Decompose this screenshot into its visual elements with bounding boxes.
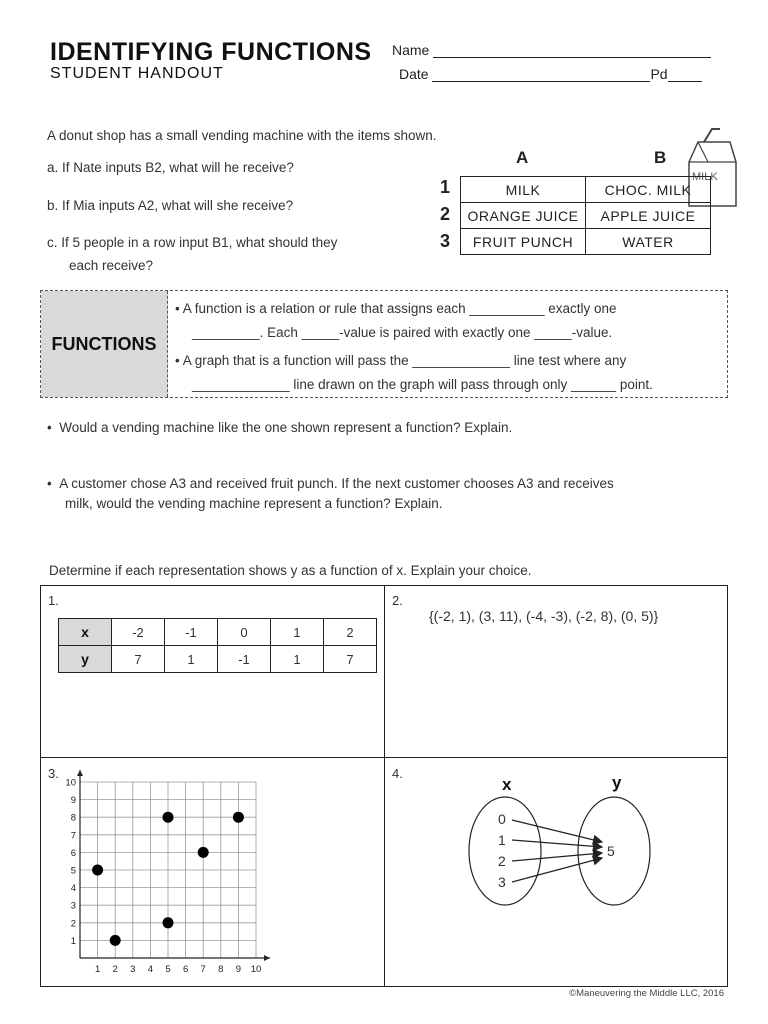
x-tick-label: 3 xyxy=(130,964,136,975)
name-field[interactable] xyxy=(392,42,711,58)
x-tick-label: 2 xyxy=(112,964,118,975)
y-value: 1 xyxy=(271,646,324,673)
data-point xyxy=(92,865,103,876)
problem-3-scatter-plot xyxy=(48,770,274,975)
y-tick-label: 5 xyxy=(70,865,76,877)
x-tick-label: 1 xyxy=(94,964,101,975)
problem-1-table xyxy=(58,618,377,673)
functions-bullet-1: • A function is a relation or rule that assigns each __________ exactly one _________. Each _____-value is paired with exactly one _____-value. xyxy=(175,297,617,345)
y-tick-label: 4 xyxy=(70,883,76,895)
vending-row-1-num: 1 xyxy=(440,177,451,197)
domain-value: 0 xyxy=(498,811,506,827)
y-tick-label: 3 xyxy=(70,900,76,912)
question-vending-function-text: Would a vending machine like the one shown represent a function? Explain. xyxy=(59,420,513,435)
x-tick-label: 6 xyxy=(182,964,189,975)
y-value: 7 xyxy=(112,646,165,673)
x-value: -2 xyxy=(112,619,165,646)
y-value: 7 xyxy=(324,646,377,673)
vending-row-3-num: 3 xyxy=(440,231,451,251)
x-row xyxy=(59,619,377,646)
x-header: x xyxy=(59,619,112,646)
date-label: Date xyxy=(399,66,429,82)
vending-row-2 xyxy=(461,203,711,229)
functions-bullet-2-line2: _____________ line drawn on the graph will pass through only ______ point. xyxy=(192,377,653,392)
domain-value: 1 xyxy=(498,832,506,848)
date-field[interactable] xyxy=(399,66,702,82)
x-tick-label: 9 xyxy=(235,964,242,975)
y-header: y xyxy=(59,646,112,673)
x-tick-label: 5 xyxy=(165,964,171,975)
range-value: 5 xyxy=(607,843,615,859)
x-tick-label: 8 xyxy=(218,964,224,975)
question-c-line2: each receive? xyxy=(69,258,154,273)
functions-box xyxy=(40,290,728,398)
copyright-footer: ©Maneuvering the Middle LLC, 2016 xyxy=(569,988,724,999)
x-value: -1 xyxy=(165,619,218,646)
question-b: b. If Mia inputs A2, what will she receive? xyxy=(47,198,294,213)
question-customer-line1: A customer chose A3 and received fruit punch. If the next customer chooses A3 and receives xyxy=(59,476,614,491)
plot-tick-labels xyxy=(65,778,261,976)
plot-grid xyxy=(80,782,256,958)
x-tick-label: 7 xyxy=(200,964,206,975)
vending-row-2-num: 2 xyxy=(440,204,451,224)
mapping-y-label: y xyxy=(612,773,622,792)
y-tick-label: 8 xyxy=(70,812,76,824)
functions-bullet-2: • A graph that is a function will pass the _____________ line test where any _____________ line drawn on the graph will pass through only ______ point. xyxy=(175,349,653,397)
vending-row-1 xyxy=(461,177,711,203)
mapping-x-label: x xyxy=(502,775,512,794)
vending-a1: MILK xyxy=(461,177,586,203)
vending-col-b: B xyxy=(654,148,667,167)
functions-heading: FUNCTIONS xyxy=(41,291,168,397)
x-tick-label: 4 xyxy=(147,964,154,975)
problem-1-number: 1. xyxy=(48,593,59,608)
data-point xyxy=(198,847,209,858)
question-c-line1: c. If 5 people in a row input B1, what should they xyxy=(47,235,338,250)
vending-b1: CHOC. MILK xyxy=(586,177,711,203)
functions-bullet-1-line1: A function is a relation or rule that assigns each __________ exactly one xyxy=(182,301,617,316)
name-label: Name xyxy=(392,42,430,58)
grid-horizontal-divider xyxy=(41,757,727,758)
data-point xyxy=(163,917,174,928)
pd-line[interactable] xyxy=(668,67,702,82)
vending-a2: ORANGE JUICE xyxy=(461,203,586,229)
problem-4-mapping-diagram xyxy=(460,768,660,924)
data-point xyxy=(110,935,121,946)
domain-value: 3 xyxy=(498,874,506,890)
page-title: IDENTIFYING FUNCTIONS xyxy=(50,38,372,66)
vending-b2: APPLE JUICE xyxy=(586,203,711,229)
vending-a3: FRUIT PUNCH xyxy=(461,229,586,255)
data-point xyxy=(163,812,174,823)
carton-label: MILK xyxy=(692,171,718,183)
data-point xyxy=(233,812,244,823)
y-value: -1 xyxy=(218,646,271,673)
problem-4-number: 4. xyxy=(392,766,403,781)
y-row xyxy=(59,646,377,673)
y-axis-arrow xyxy=(77,770,83,776)
domain-value: 2 xyxy=(498,853,506,869)
question-vending-function: • Would a vending machine like the one shown represent a function? Explain. xyxy=(47,420,513,435)
mapping-arrow xyxy=(512,858,602,882)
x-value: 1 xyxy=(271,619,324,646)
page-subtitle: STUDENT HANDOUT xyxy=(50,65,224,82)
vending-col-a: A xyxy=(516,148,529,167)
problem-2-number: 2. xyxy=(392,593,403,608)
x-value: 2 xyxy=(324,619,377,646)
y-tick-label: 1 xyxy=(70,935,76,947)
problem-2-ordered-pairs: {(-2, 1), (3, 11), (-4, -3), (-2, 8), (0, 5)} xyxy=(429,608,659,624)
question-customer: • A customer chose A3 and received fruit punch. If the next customer chooses A3 and receives milk, would the vending machine represent a function? Explain. xyxy=(47,474,614,514)
problem-3-number: 3. xyxy=(48,766,59,781)
y-tick-label: 9 xyxy=(70,795,76,807)
y-tick-label: 7 xyxy=(70,830,76,842)
x-value: 0 xyxy=(218,619,271,646)
y-value: 1 xyxy=(165,646,218,673)
vending-table xyxy=(460,176,711,255)
vending-b3: WATER xyxy=(586,229,711,255)
x-tick-label: 10 xyxy=(250,964,262,975)
functions-bullet-1-line2: _________. Each _____-value is paired with exactly one _____-value. xyxy=(192,325,613,340)
x-axis-arrow xyxy=(264,955,270,961)
mapping-arrow xyxy=(512,820,602,842)
intro-text: A donut shop has a small vending machine with the items shown. xyxy=(47,128,437,143)
determine-instructions: Determine if each representation shows y as a function of x. Explain your choice. xyxy=(49,563,532,578)
plot-axes xyxy=(77,770,270,961)
grid-vertical-divider xyxy=(384,586,385,986)
y-tick-label: 2 xyxy=(70,918,76,930)
name-line[interactable] xyxy=(433,43,711,58)
y-tick-label: 10 xyxy=(65,777,76,789)
question-a: a. If Nate inputs B2, what will he receive? xyxy=(47,160,294,175)
date-line[interactable] xyxy=(432,67,650,82)
functions-bullet-2-line1: A graph that is a function will pass the _____________ line test where any xyxy=(182,353,627,368)
pd-label: Pd xyxy=(650,66,668,82)
y-tick-label: 6 xyxy=(70,847,76,859)
question-customer-line2: milk, would the vending machine represent a function? Explain. xyxy=(65,496,443,511)
mapping-arrow xyxy=(512,853,602,861)
mapping-arrow xyxy=(512,840,602,847)
vending-row-3 xyxy=(461,229,711,255)
